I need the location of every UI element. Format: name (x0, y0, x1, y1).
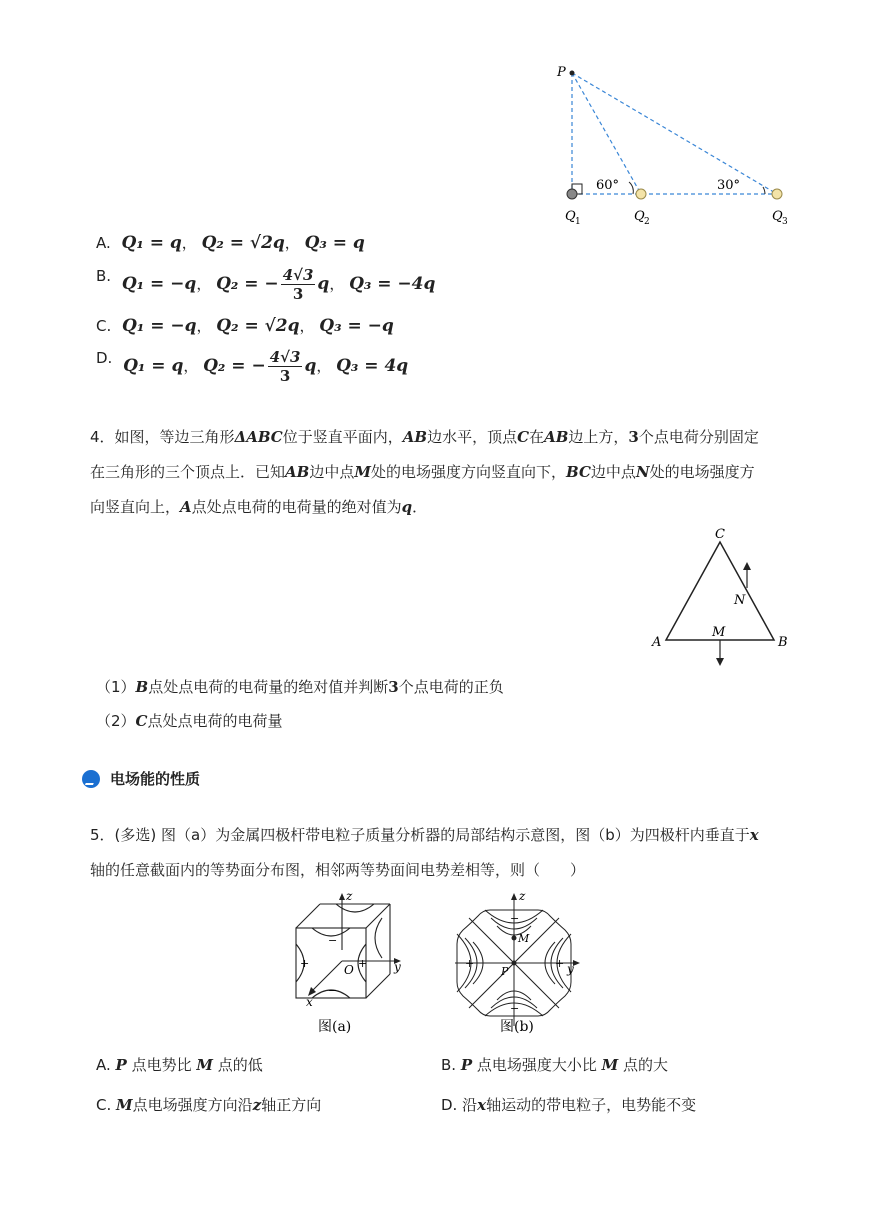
svg-text:−: − (510, 1002, 520, 1015)
svg-text:1: 1 (575, 217, 581, 227)
svg-text:60°: 60° (596, 178, 620, 193)
svg-text:−: − (510, 912, 520, 925)
option-a[interactable]: A. Q₁ = q， Q₂ = √2q， Q₃ = q (96, 233, 365, 253)
charge-q2 (636, 189, 646, 199)
quadrupole-figure-a (282, 888, 412, 1043)
q5-option-a[interactable]: A. P 点电势比 M 点的低 (96, 1056, 263, 1074)
svg-text:30°: 30° (717, 178, 741, 193)
svg-text:N: N (734, 593, 746, 608)
svg-text:y: y (394, 960, 401, 974)
svg-text:M: M (712, 625, 726, 640)
svg-text:O: O (344, 963, 354, 977)
svg-text:y: y (567, 962, 574, 976)
figure-b-caption: 图(b) (500, 1019, 534, 1035)
q5-option-d[interactable]: D. 沿x轴运动的带电粒子，电势能不变 (441, 1096, 697, 1114)
question-5 (90, 818, 790, 888)
q5-option-c[interactable]: C. M点电场强度方向沿z轴正方向 (96, 1096, 322, 1114)
option-c[interactable]: C. Q₁ = −q， Q₂ = √2q， Q₃ = −q (96, 316, 394, 336)
charge-q1 (567, 189, 577, 199)
charges-figure (545, 60, 805, 230)
svg-text:+: + (465, 957, 475, 970)
triangle-figure (645, 522, 795, 672)
svg-text:2: 2 (644, 217, 650, 227)
question-4 (90, 420, 790, 525)
figure-a-caption: 图(a) (318, 1019, 352, 1035)
q4-sub-1: （1）B点处点电荷的电荷量的绝对值并判断3个点电荷的正负 (96, 678, 504, 696)
q5-option-b[interactable]: B. P 点电场强度大小比 M 点的大 (441, 1056, 669, 1074)
svg-text:P: P (557, 65, 566, 80)
q4-sub-2: （2）C点处点电荷的电荷量 (96, 712, 283, 730)
option-b[interactable]: B. Q₁ = −q， Q₂ = − $\frac{4√3}{3}$ q， Q₃ = −4q (96, 266, 436, 303)
svg-text:B: B (778, 635, 788, 650)
q5-line-2: 轴的任意截面内的等势面分布图，相邻两等势面间电势差相等，则（ ） (90, 861, 586, 879)
option-d[interactable]: D. Q₁ = q， Q₂ = − $\frac{4√3}{3}$ q， Q₃ = 4q (96, 348, 409, 385)
q5-line-1: 5．(多选) 图（a）为金属四极杆带电粒子质量分析器的局部结构示意图，图（b）为四极杆内垂直于x (90, 826, 759, 844)
q4-line-1: 4．如图，等边三角形ΔABC位于竖直平面内，AB边水平，顶点C在AB边上方，3个点电荷分别固定 (90, 428, 759, 446)
svg-text:x: x (306, 995, 313, 1009)
svg-text:A: A (652, 635, 662, 650)
svg-text:z: z (519, 889, 526, 903)
svg-text:C: C (715, 527, 725, 542)
point-p (570, 71, 575, 76)
q4-line-3: 向竖直向上，A点处点电荷的电荷量的绝对值为q． (90, 498, 428, 516)
q4-line-2: 在三角形的三个顶点上．已知AB边中点M处的电场强度方向竖直向下，BC边中点N处的电场强度方 (90, 463, 755, 481)
charge-q3 (772, 189, 782, 199)
svg-text:z: z (346, 889, 353, 903)
svg-text:−: − (328, 984, 338, 997)
svg-text:Q: Q (634, 209, 645, 224)
pencil-icon (82, 770, 100, 788)
svg-text:3: 3 (782, 217, 788, 227)
svg-text:P: P (501, 965, 509, 978)
equipotential-figure-b (455, 888, 585, 1043)
svg-text:+: + (300, 957, 310, 970)
svg-text:+: + (358, 957, 368, 970)
section-heading: 电场能的性质 (82, 768, 200, 789)
svg-text:Q: Q (772, 209, 783, 224)
svg-text:M: M (518, 932, 530, 945)
svg-text:−: − (328, 934, 338, 947)
svg-text:Q: Q (565, 209, 576, 224)
svg-text:+: + (555, 957, 565, 970)
